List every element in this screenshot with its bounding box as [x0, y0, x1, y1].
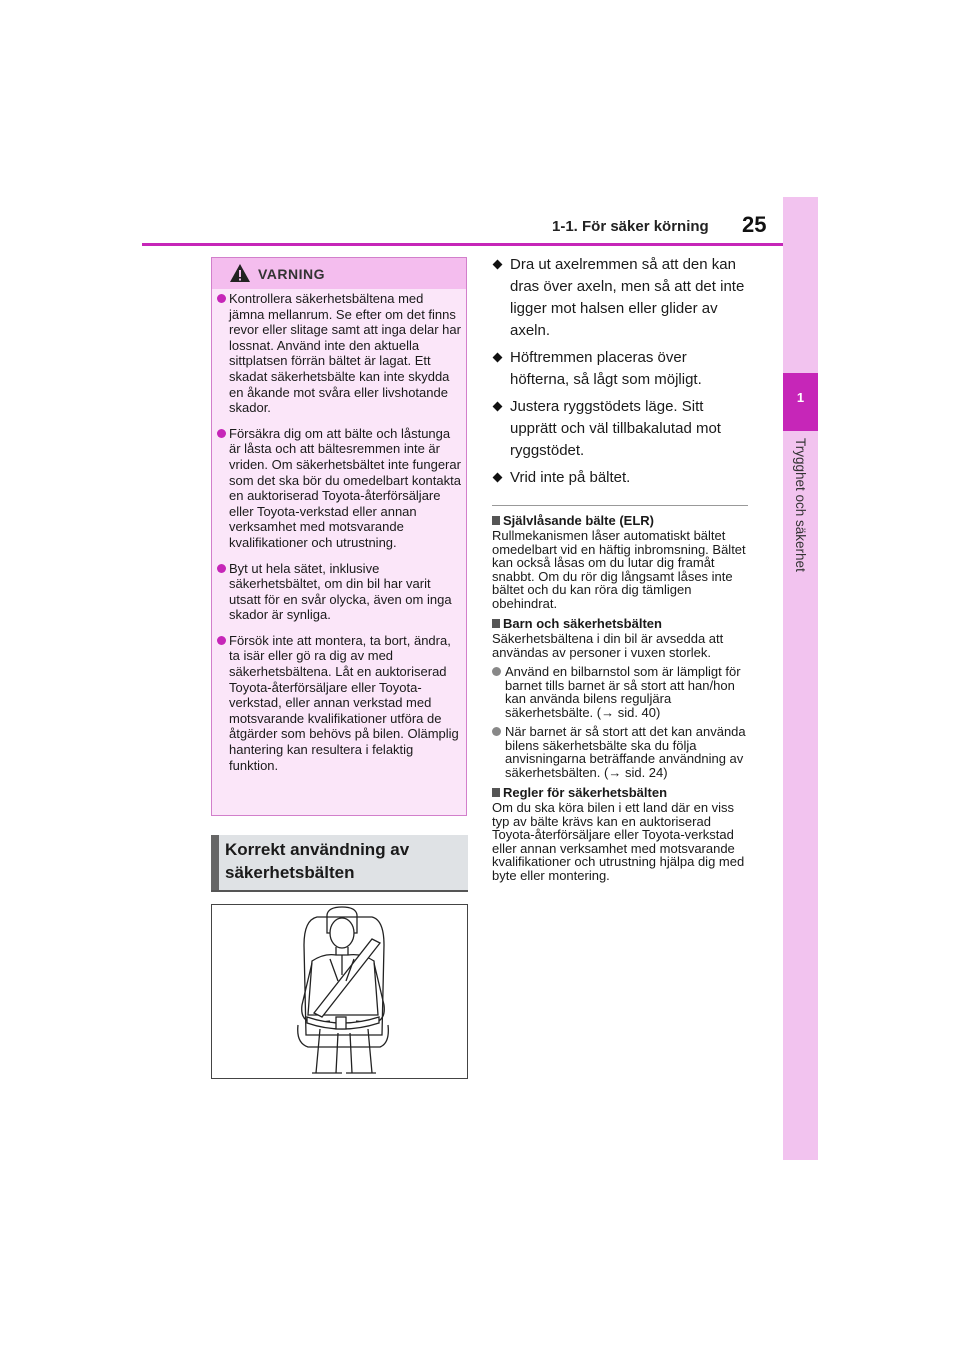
note-bullet: När barnet är så stort att det kan använda bilens säkerhetsbälte ska du följa anvisningarna beträffande användning av säkerhetsbälten. (→ sid. 24) [492, 725, 750, 779]
section-header-title: 1-1. För säker körning [552, 218, 709, 235]
notes-divider [492, 505, 748, 506]
section-heading [211, 835, 468, 892]
square-bullet-icon [492, 788, 500, 797]
bullet-dot-icon [217, 429, 226, 438]
note-heading-rules: Regler för säkerhetsbälten [492, 785, 750, 801]
note-text-kids: Säkerhetsbältena i din bil är avsedda att användas av personer i vuxen storlek. [492, 631, 724, 660]
warning-list [216, 291, 462, 783]
warning-header [212, 258, 466, 289]
diamond-bullet-icon [493, 402, 503, 412]
warning-item: Försök inte att montera, ta bort, ändra, ta isär eller gö ra dig av med säkerhetsbältena. Låt en auktoriserad Toyota-återförsäljare eller Toyota-verkstad, eller annan verkstad med motsvarande kvalifikationer utföra de åtgärder som behövs på bilen. Olämplig hantering kan resultera i felaktig funktion. [216, 633, 462, 773]
seated-person-seatbelt-illustration [212, 905, 467, 1078]
bullet-dot-icon [217, 564, 226, 573]
bullet-dot-icon [492, 727, 501, 736]
bullet-dot-icon [492, 667, 501, 676]
side-tab-strip [783, 197, 818, 1160]
side-tab-label: Trygghet och säkerhet [793, 438, 808, 572]
note-heading-elr: Självlåsande bälte (ELR) [492, 513, 750, 529]
warning-box [211, 257, 467, 816]
instruction-item: Justera ryggstödets läge. Sitt upprätt och väl tillbakalutad mot ryggstödet. [492, 396, 750, 462]
instruction-list [492, 254, 750, 494]
warning-title: VARNING [258, 266, 326, 282]
warning-item: Försäkra dig om att bälte och låstunga är låsta och att bältesremmen inte är vriden. Om säkerhetsbältet inte fungerar som det ska bör du omedelbart kontakta en auktoriserad Toyota-återförsäljare eller Toyota-verkstad eller annan verksamhet med motsvarande kvalifikationer och utrustning. [216, 426, 462, 551]
instruction-item: Dra ut axelremmen så att den kan dras över axeln, men så att det inte ligger mot halsen eller glider av axeln. [492, 254, 750, 342]
note-text-elr: Rullmekanismen låser automatiskt bältet omedelbart vid en häftig inbromsning. Bältet kan också låsas om du lutar dig framåt snabbt. Om du rör dig långsamt låses inte bältet och du kan röra dig tämligen obehindrat. [492, 528, 746, 611]
diamond-bullet-icon [493, 260, 503, 270]
note-text-rules: Om du ska köra bilen i ett land där en viss typ av bälte krävs kan en auktoriserad Toyota-återförsäljare eller Toyota-verkstad eller annan verksamhet med motsvarande kvalifikationer och utrustning hjälpa dig med byte eller montering. [492, 800, 745, 883]
warning-triangle-icon [229, 263, 251, 283]
page-number: 25 [742, 212, 767, 237]
section-heading-text: Korrekt användning av säkerhetsbälten [225, 840, 410, 882]
side-tab-chapter-number: 1 [796, 390, 805, 405]
bullet-dot-icon [217, 636, 226, 645]
warning-item: Kontrollera säkerhetsbältena med jämna mellanrum. Se efter om det finns revor eller slitage samt att inga delar har lossnat. Använd inte den aktuella sittplatsen förrän bältet är lagat. Ett skadat säkerhetsbälte kan inte skydda en åkande mot svåra eller livshotande skador. [216, 291, 462, 416]
note-heading-kids: Barn och säkerhetsbälten [492, 616, 750, 632]
bullet-dot-icon [217, 294, 226, 303]
seatbelt-illustration [211, 904, 468, 1079]
square-bullet-icon [492, 516, 500, 525]
diamond-bullet-icon [493, 353, 503, 363]
warning-item: Byt ut hela sätet, inklusive säkerhetsbältet, om din bil har varit utsatt för en svår olycka, även om inga skador är synliga. [216, 561, 462, 623]
notes-section [492, 509, 750, 888]
header-rule [142, 243, 783, 246]
note-bullet: Använd en bilbarnstol som är lämpligt för barnet tills barnet är så stort att han/hon kan använda bilens reguljära säkerhetsbälte. (→ sid. 40) [492, 665, 750, 719]
section-heading-bar [211, 835, 219, 890]
square-bullet-icon [492, 619, 500, 628]
instruction-item: Höftremmen placeras över höfterna, så lågt som möjligt. [492, 347, 750, 391]
instruction-item: Vrid inte på bältet. [492, 467, 750, 489]
diamond-bullet-icon [493, 473, 503, 483]
